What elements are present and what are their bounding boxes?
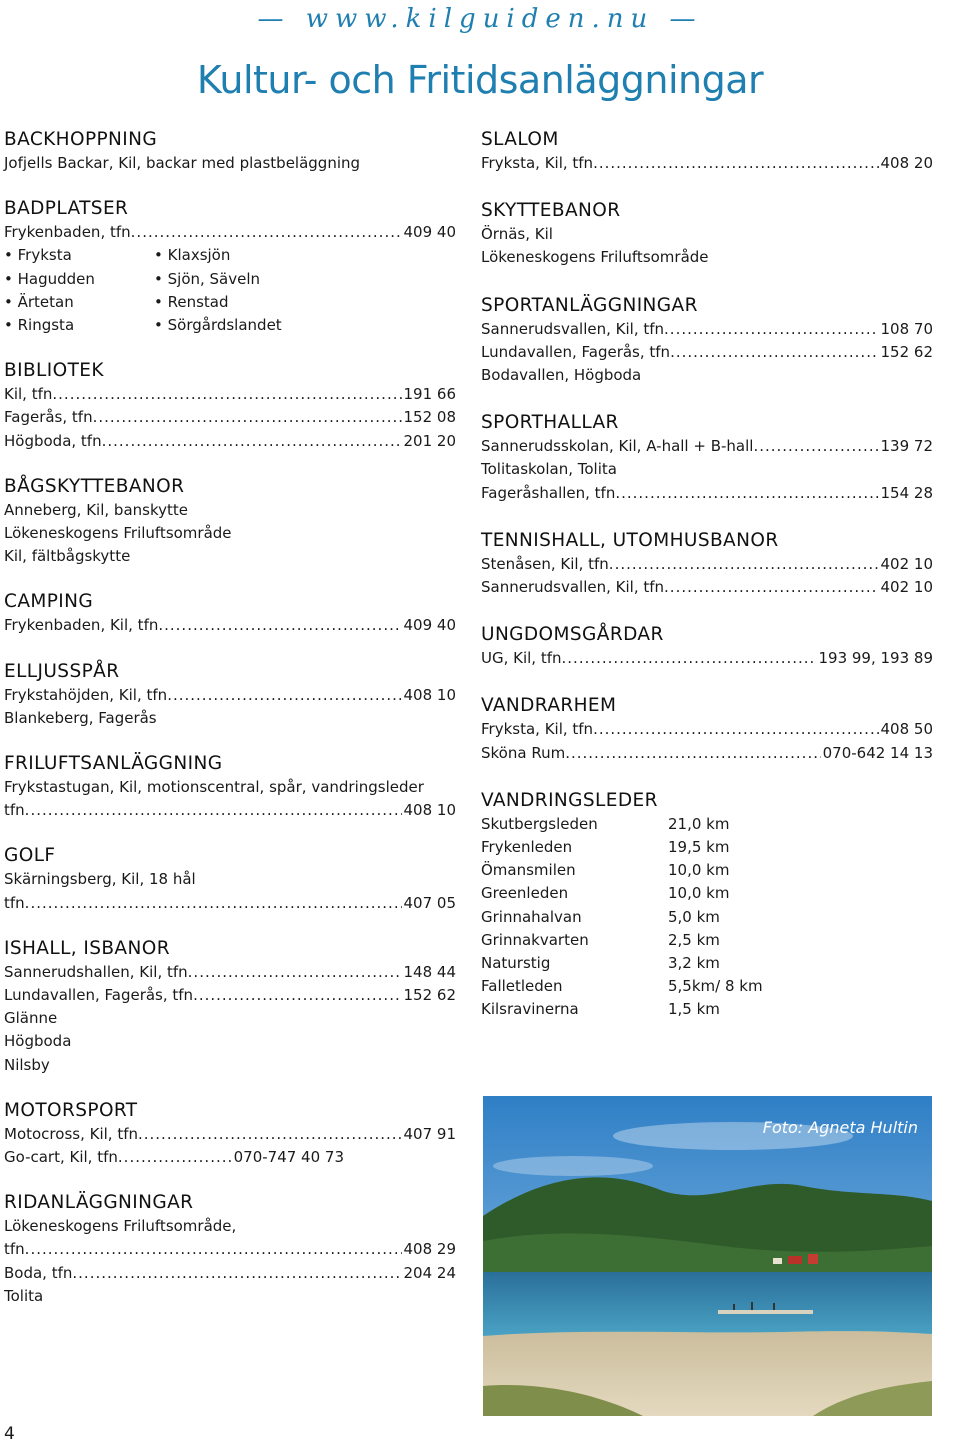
entry-label: Frykenbaden, tfn	[4, 223, 131, 242]
entry-row	[481, 576, 933, 599]
leader-dots	[102, 430, 402, 453]
section-heading: VANDRINGSLEDER	[481, 789, 658, 811]
section-heading: ISHALL, ISBANOR	[4, 937, 170, 959]
entry-label: Frykstahöjden, Kil, tfn	[4, 685, 168, 704]
phone-number: 409 40	[403, 223, 456, 242]
entry-row	[4, 430, 456, 453]
phone-number: 070-642 14 13	[822, 743, 933, 762]
entry-label: Sannerudshallen, Kil, tfn	[4, 962, 188, 981]
leader-dots	[25, 1238, 402, 1261]
leader-dots	[664, 318, 878, 341]
leader-dots	[25, 892, 402, 915]
entry-line: Anneberg, Kil, banskytte	[4, 500, 188, 519]
bullet-item: • Klaxsjön	[154, 244, 456, 267]
phone-number: 201 20	[403, 431, 456, 450]
entry-row	[481, 341, 933, 364]
entry-line: Lökeneskogens Friluftsområde	[4, 524, 232, 543]
entry-label: Frykenbaden, Kil, tfn	[4, 616, 159, 635]
phone-number: 070-747 40 73	[233, 1148, 344, 1167]
trail-name: Frykenleden	[481, 838, 573, 857]
entry-line: Frykstastugan, Kil, motionscentral, spår, vandringsleder	[4, 778, 424, 797]
entry-row	[4, 799, 456, 822]
trail-length: 10,0 km	[668, 861, 730, 880]
phone-number: 408 29	[403, 1240, 456, 1259]
section-backhoppning	[4, 128, 456, 175]
trail-length: 10,0 km	[668, 884, 730, 903]
section-heading: BIBLIOTEK	[4, 360, 104, 382]
bullet-list	[4, 244, 456, 337]
entry-line: Jofjells Backar, Kil, backar med plastbeläggning	[4, 154, 361, 172]
trail-name: Grinnahalvan	[481, 907, 582, 926]
leader-dots	[753, 435, 878, 458]
leader-dots	[158, 614, 401, 637]
entry-label: Stenåsen, Kil, tfn	[481, 554, 609, 573]
section-ridanlaggningar	[4, 1191, 456, 1308]
section-heading: SPORTANLÄGGNINGAR	[481, 294, 698, 316]
section-heading: FRILUFTSANLÄGGNING	[4, 753, 223, 775]
phone-number: 108 70	[880, 319, 933, 338]
phone-number: 139 72	[880, 437, 933, 456]
entry-line: Bodavallen, Högboda	[481, 366, 642, 385]
entry-row	[481, 742, 933, 765]
leader-dots	[565, 742, 820, 765]
entry-row	[4, 684, 456, 707]
section-heading: TENNISHALL, UTOMHUSBANOR	[481, 529, 779, 551]
entry-line: Lökeneskogens Friluftsområde,	[4, 1217, 237, 1236]
section-heading: BACKHOPPNING	[4, 129, 158, 150]
section-ungdomsgardar	[481, 623, 933, 670]
section-vandrarhem	[481, 694, 933, 764]
entry-label: Fryksta, Kil, tfn	[481, 154, 594, 172]
phone-number: 152 62	[403, 986, 456, 1005]
leader-dots	[593, 152, 878, 175]
phone-number: 408 20	[880, 154, 933, 172]
section-heading: SPORTHALLAR	[481, 412, 619, 434]
phone-number: 152 62	[880, 342, 933, 361]
website-url[interactable]: — www.kilguiden.nu —	[257, 4, 703, 34]
entry-row	[4, 614, 456, 637]
entry-label: tfn	[4, 893, 25, 912]
entry-row	[4, 1123, 456, 1146]
right-column	[481, 128, 933, 1046]
phone-number: 409 40	[403, 616, 456, 635]
entry-line: Skärningsberg, Kil, 18 hål	[4, 870, 196, 889]
phone-number: 408 50	[880, 720, 933, 739]
trail-length: 19,5 km	[668, 838, 730, 857]
entry-row	[4, 221, 456, 244]
section-vandringsleder	[481, 789, 933, 1022]
section-heading: BADPLATSER	[4, 198, 129, 220]
entry-row	[481, 553, 933, 576]
entry-row	[4, 984, 456, 1007]
entry-row	[4, 1238, 456, 1261]
entry-label: Fageråshallen, tfn	[481, 483, 616, 502]
phone-number: 402 10	[880, 578, 933, 597]
section-heading: MOTORSPORT	[4, 1099, 138, 1121]
leader-dots	[138, 1123, 402, 1146]
phone-number: 191 66	[403, 385, 456, 404]
leader-dots	[193, 984, 401, 1007]
section-elljusspar	[4, 660, 456, 730]
phone-number: 408 10	[403, 685, 456, 704]
entry-label: Sköna Rum	[481, 743, 566, 762]
trail-name: Naturstig	[481, 954, 551, 973]
trail-length: 5,5km/ 8 km	[668, 977, 763, 996]
phone-number: 407 91	[403, 1124, 456, 1143]
section-skyttebanor	[481, 199, 933, 269]
section-heading: GOLF	[4, 845, 56, 867]
trail-list	[481, 813, 933, 1022]
bullet-item: • Ringsta	[4, 314, 154, 337]
section-slalom	[481, 128, 933, 175]
leader-dots	[562, 647, 817, 670]
trail-name: Falletleden	[481, 977, 563, 996]
entry-label: Boda, tfn	[4, 1263, 73, 1282]
bullet-item: • Fryksta	[4, 244, 154, 267]
section-bibliotek	[4, 359, 456, 453]
section-heading: CAMPING	[4, 591, 94, 613]
phone-number: 204 24	[403, 1263, 456, 1282]
entry-row	[481, 647, 933, 670]
leader-dots	[670, 341, 878, 364]
entry-label: Högboda, tfn	[4, 431, 102, 450]
entry-label: Fryksta, Kil, tfn	[481, 720, 594, 739]
leader-dots	[25, 799, 402, 822]
bullet-item: • Sjön, Säveln	[154, 268, 456, 291]
entry-line: Högboda	[4, 1032, 72, 1051]
section-heading: ELLJUSSPÅR	[4, 660, 120, 682]
entry-line: Kil, fältbågskytte	[4, 547, 131, 566]
photo-credit: Foto: Agneta Hultin	[762, 1118, 918, 1137]
leader-dots	[664, 576, 878, 599]
trail-name: Greenleden	[481, 884, 569, 903]
entry-label: Kil, tfn	[4, 385, 53, 404]
entry-line: Lökeneskogens Friluftsområde	[481, 248, 709, 267]
entry-label: UG, Kil, tfn	[481, 649, 562, 668]
section-heading: SLALOM	[481, 129, 559, 150]
section-heading: UNGDOMSGÅRDAR	[481, 624, 664, 646]
section-motorsport	[4, 1099, 456, 1169]
entry-row	[481, 152, 933, 175]
section-tennishall	[481, 529, 933, 599]
entry-label: Go-cart, Kil, tfn	[4, 1148, 118, 1167]
entry-line: Tolita	[4, 1286, 44, 1305]
trail-name: Kilsravinerna	[481, 1000, 579, 1019]
phone-number: 148 44	[403, 962, 456, 981]
entry-label: Sannerudsvallen, Kil, tfn	[481, 319, 665, 338]
entry-row	[4, 1146, 344, 1169]
page-title: Kultur- och Fritidsanläggningar	[196, 58, 764, 102]
entry-row	[481, 718, 933, 741]
section-sportanlaggningar	[481, 294, 933, 388]
entry-line: Tolitaskolan, Tolita	[481, 460, 617, 479]
entry-label: Sannerudsvallen, Kil, tfn	[481, 578, 665, 597]
leader-dots	[167, 684, 401, 707]
bullet-item: • Renstad	[154, 291, 456, 314]
phone-number: 152 08	[403, 408, 456, 427]
section-sporthallar	[481, 411, 933, 505]
entry-line: Örnäs, Kil	[481, 225, 553, 244]
entry-line: Blankeberg, Fagerås	[4, 708, 157, 727]
leader-dots	[609, 553, 879, 576]
entry-row	[481, 435, 933, 458]
leader-dots	[131, 221, 402, 244]
phone-number: 402 10	[880, 554, 933, 573]
section-badplatser	[4, 197, 456, 337]
lake-photo	[483, 1096, 932, 1416]
leader-dots	[93, 406, 402, 429]
bullet-item: • Hagudden	[4, 268, 154, 291]
bullet-item: • Ärtetan	[4, 291, 154, 314]
page-number: 4	[4, 1424, 15, 1444]
trail-name: Ömansmilen	[481, 861, 576, 880]
leader-dots	[52, 383, 401, 406]
phone-number: 154 28	[880, 483, 933, 502]
section-heading: SKYTTEBANOR	[481, 200, 621, 222]
entry-label: Lundavallen, Fagerås, tfn	[481, 342, 671, 361]
entry-line: Glänne	[4, 1009, 58, 1028]
phone-number: 407 05	[403, 893, 456, 912]
leader-dots	[118, 1146, 232, 1169]
left-column	[4, 128, 456, 1330]
section-heading: BÅGSKYTTEBANOR	[4, 475, 185, 497]
entry-label: Fagerås, tfn	[4, 408, 93, 427]
section-golf	[4, 844, 456, 914]
leader-dots	[615, 482, 878, 505]
entry-row	[4, 383, 456, 406]
entry-label: Motocross, Kil, tfn	[4, 1124, 138, 1143]
entry-row	[4, 406, 456, 429]
section-ishall	[4, 937, 456, 1077]
entry-row	[481, 482, 933, 505]
entry-row	[4, 1262, 456, 1285]
entry-line: Nilsby	[4, 1055, 50, 1074]
trail-length: 1,5 km	[668, 1000, 720, 1019]
section-friluftsanlaggning	[4, 752, 456, 822]
trail-name: Skutbergsleden	[481, 814, 598, 833]
entry-row	[481, 318, 933, 341]
trail-name: Grinnakvarten	[481, 930, 589, 949]
entry-label: Lundavallen, Fagerås, tfn	[4, 986, 194, 1005]
trail-length: 5,0 km	[668, 907, 720, 926]
section-bagskyttebanor	[4, 475, 456, 569]
section-heading: VANDRARHEM	[481, 695, 617, 717]
phone-number: 193 99, 193 89	[818, 649, 933, 668]
leader-dots	[72, 1262, 401, 1285]
entry-label: Sannerudsskolan, Kil, A-hall + B-hall	[481, 437, 754, 456]
trail-length: 3,2 km	[668, 954, 720, 973]
section-heading: RIDANLÄGGNINGAR	[4, 1192, 194, 1214]
phone-number: 408 10	[403, 801, 456, 820]
entry-label: tfn	[4, 801, 25, 820]
entry-row	[4, 961, 456, 984]
bullet-item: • Sörgårdslandet	[154, 314, 456, 337]
leader-dots	[188, 961, 402, 984]
entry-label: tfn	[4, 1240, 25, 1259]
lake-beach-image	[483, 1096, 932, 1416]
trail-length: 2,5 km	[668, 930, 720, 949]
trail-length: 21,0 km	[668, 814, 730, 833]
section-camping	[4, 590, 456, 637]
leader-dots	[593, 718, 878, 741]
entry-row	[4, 892, 456, 915]
